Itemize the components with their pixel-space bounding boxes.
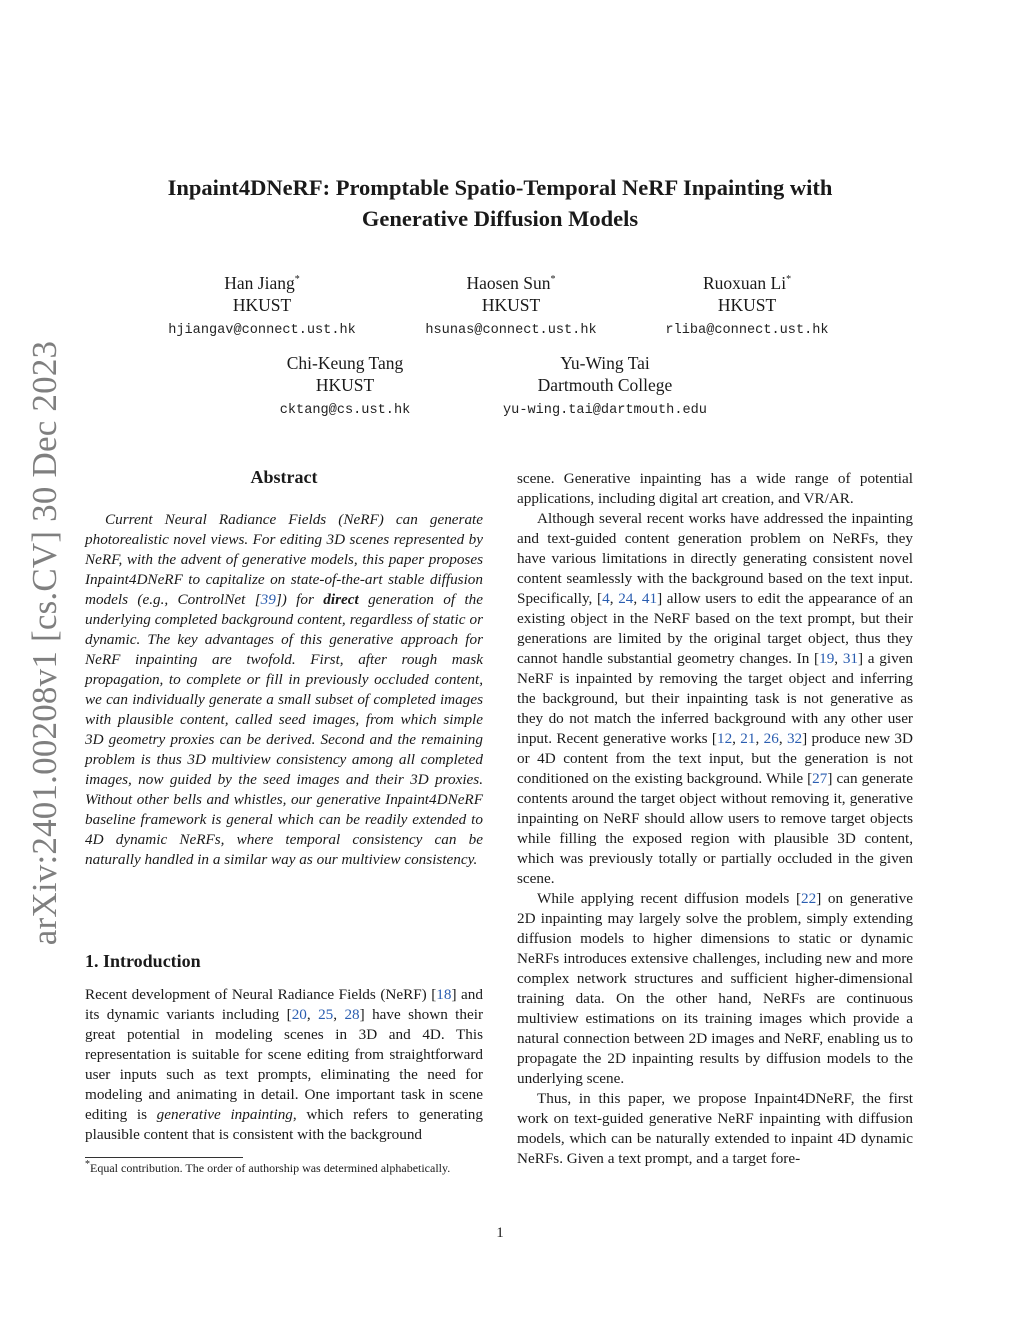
citation-link[interactable]: 39 <box>260 591 276 608</box>
citation-link[interactable]: 12 <box>716 730 733 747</box>
paragraph <box>517 889 913 1089</box>
separator: , <box>333 1006 345 1023</box>
citation-link[interactable]: 28 <box>344 1006 360 1023</box>
separator: , <box>732 730 741 747</box>
citation-link[interactable]: 18 <box>436 986 452 1003</box>
author-block-4 <box>230 352 460 421</box>
introduction-body <box>85 985 483 1145</box>
title-line-1: Inpaint4DNeRF: Promptable Spatio-Temporal NeRF Inpainting with <box>167 175 833 200</box>
body-text: Although several recent works have addressed the inpainting and text-guided content generation problem on NeRFs, they have various limitations in directly generating consistent novel content seamlessly with the background based on the text input. Specifically, [ <box>517 510 913 607</box>
separator: , <box>778 730 787 747</box>
abstract-heading: Abstract <box>250 467 318 487</box>
abstract-emphasis: direct <box>323 591 359 608</box>
abstract-text: generation of the underlying completed background content, regardless of static or dynamic. The key advantages of this generative approach for NeRF inpainting are twofold. First, after rough mask propagation, to complete or fill in previously occluded content, we can individually generate a small subset of completed images with plausible content, called seed images, from which simple 3D geometry proxies can be derived. Second and the remaining problem is thus 3D multiview consistency among all completed images, now guided by the seed images and their 3D proxies. Without other bells and whistles, our generative Inpaint4DNeRF baseline framework is general which can be readily extended to 4D dynamic NeRFs, where temporal consistency can be naturally handled in a similar way as our multiview consistency. <box>85 591 484 868</box>
author-block-2 <box>396 272 626 341</box>
citation-link[interactable]: 19 <box>819 650 835 667</box>
citation-link[interactable]: 26 <box>763 730 779 747</box>
citation-link[interactable]: 25 <box>318 1006 334 1023</box>
citation-link[interactable]: 24 <box>618 590 634 607</box>
arxiv-identifier <box>22 340 68 945</box>
separator: , <box>609 590 619 607</box>
separator: , <box>306 1006 319 1023</box>
citation-link[interactable]: 32 <box>786 730 803 747</box>
section-heading-introduction: 1. Introduction <box>85 951 201 971</box>
author-name: Yu-Wing Tai <box>560 353 650 373</box>
citation-link[interactable]: 4 <box>602 590 610 607</box>
paper-title <box>100 172 900 234</box>
abstract-body <box>85 510 483 870</box>
footnote-rule <box>85 1157 243 1158</box>
separator: , <box>834 650 843 667</box>
abstract-text: ]) for <box>275 591 324 608</box>
citation-link[interactable]: 27 <box>812 770 828 787</box>
author-affiliation: HKUST <box>315 375 375 395</box>
citation-link[interactable]: 22 <box>801 890 817 907</box>
body-text: ] have shown their great potential in modeling scenes in 3D and 4D. This representation is suitable for scene editing from straightforward user inputs such as text prompts, eliminating the need for modeling and animating in detail. One important task in scene editing is <box>85 1006 484 1123</box>
body-text: While applying recent diffusion models [ <box>537 890 802 907</box>
body-text: ] can generate contents around the target object without removing it, generative inpainting on NeRF should allow users to remove target objects while filling the exposed region with plausible 3D content, which was previously totally or partially occluded in the given scene. <box>517 770 914 887</box>
author-email[interactable]: yu-wing.tai@dartmouth.edu <box>503 403 707 418</box>
body-text: , which refers to generating plausible content that is consistent with the background <box>85 1106 483 1143</box>
body-text: ] allow users to edit the appearance of an existing object in the NeRF based on the text prompt, but their generations are limited by the original target object, thus they cannot handle substantial geometry changes. In [ <box>517 590 914 667</box>
author-affiliation: Dartmouth College <box>537 375 673 395</box>
right-column-body <box>517 469 913 1169</box>
body-text: Recent development of Neural Radiance Fields (NeRF) [ <box>85 986 437 1003</box>
paragraph <box>517 469 913 509</box>
author-name: Haosen Sun <box>466 273 551 293</box>
author-email[interactable]: hsunas@connect.ust.hk <box>425 323 597 338</box>
separator: , <box>755 730 764 747</box>
author-block-5 <box>470 352 740 421</box>
equal-contribution-mark: * <box>786 274 792 286</box>
arxiv-identifier-text: arXiv:2401.00208v1 [cs.CV] 30 Dec 2023 <box>25 340 64 945</box>
title-line-2: Generative Diffusion Models <box>361 206 639 231</box>
body-text: ] a given NeRF is inpainted by removing the target object and inferring the background, but their inpainting task is not generative as they do not match the inferred background with any other user input. Recent generative works [ <box>517 650 914 747</box>
emphasis-text: generative inpainting <box>156 1106 293 1123</box>
author-name: Chi-Keung Tang <box>286 353 404 373</box>
author-email[interactable]: cktang@cs.ust.hk <box>279 403 411 418</box>
author-affiliation: HKUST <box>717 295 777 315</box>
author-name: Ruoxuan Li <box>702 273 787 293</box>
paragraph <box>517 1089 913 1169</box>
equal-contribution-mark: * <box>294 274 300 286</box>
citation-link[interactable]: 41 <box>641 590 658 607</box>
author-email[interactable]: rliba@connect.ust.hk <box>665 323 829 338</box>
citation-link[interactable]: 31 <box>842 650 858 667</box>
author-block-3 <box>632 272 862 341</box>
page-number: 1 <box>496 1225 504 1241</box>
author-affiliation: HKUST <box>481 295 541 315</box>
abstract-text: Current Neural Radiance Fields (NeRF) can generate photorealistic novel views. For editing 3D scenes represented by NeRF, with the advent of generative models, this paper proposes Inpaint4DNeRF to capitalize on state-of-the-art stable diffusion models (e.g., ControlNet [ <box>85 511 483 608</box>
separator: , <box>633 590 642 607</box>
citation-link[interactable]: 21 <box>740 730 756 747</box>
author-block-1 <box>147 272 377 341</box>
paragraph <box>517 509 913 889</box>
footnote-mark: * <box>85 1159 90 1170</box>
author-name: Han Jiang <box>224 273 295 293</box>
citation-link[interactable]: 20 <box>291 1006 307 1023</box>
body-text: scene. Generative inpainting has a wide range of potential applications, including digital art creation, and VR/AR. <box>517 470 913 507</box>
author-affiliation: HKUST <box>232 295 292 315</box>
equal-contribution-mark: * <box>550 274 556 286</box>
body-text: ] on generative 2D inpainting may largely solve the problem, simply extending diffusion models to higher dimensions to static or dynamic NeRFs introduces extensive challenges, including new and more complex network structures and sufficient higher-dimensional training data. On the other hand, NeRFs are continuous multiview estimations on its training images which provide a natural connection between 2D images and NeRF, enabling us to propagate the 2D inpainting results by diffusion models to the underlying scene. <box>517 890 913 1087</box>
body-text: ] and its dynamic variants including [ <box>85 986 483 1023</box>
author-email[interactable]: hjiangav@connect.ust.hk <box>168 323 356 338</box>
footnote-text: Equal contribution. The order of authorship was determined alphabetically. <box>90 1161 451 1175</box>
body-text: ] produce new 3D or 4D content from the text input, but the generation is not conditioned on the existing background. While [ <box>517 730 913 787</box>
body-text: Thus, in this paper, we propose Inpaint4DNeRF, the first work on text-guided generative NeRF inpainting with diffusion models, which can be naturally extended to inpaint 4D dynamic NeRFs. Given a text prompt, and a target fore- <box>517 1090 913 1167</box>
footnote <box>85 1160 483 1176</box>
